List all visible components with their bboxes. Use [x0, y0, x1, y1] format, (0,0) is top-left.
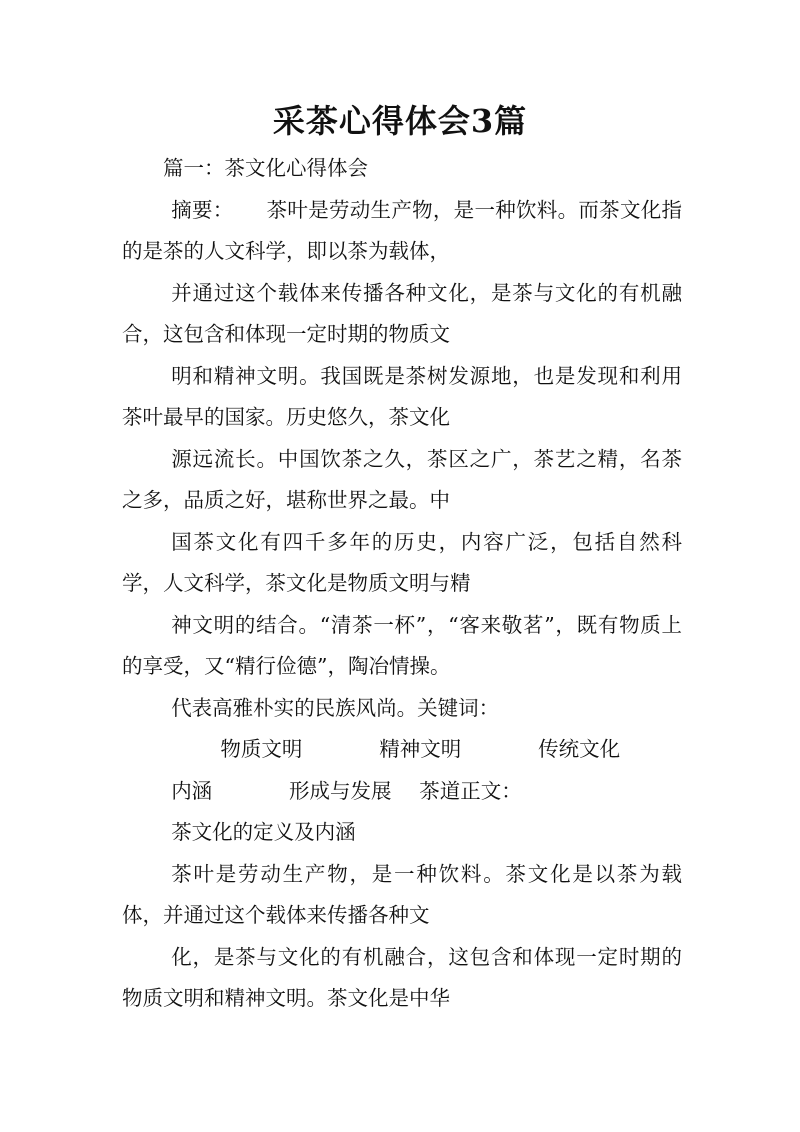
paragraph: 神文明的结合。“清茶一杯”，“客来敬茗”，既有物质上的享受，又“精行俭德”，陶冶情操。	[122, 612, 682, 678]
keywords-paragraph	[122, 729, 682, 812]
keywords-tail: 茶道正文：	[419, 778, 522, 803]
abstract-text: 茶叶是劳动生产物，是一种饮料。而茶文化指的是茶的人文科学，即以茶为载体，	[122, 197, 683, 263]
paragraph: 并通过这个载体来传播各种文化，是茶与文化的有机融合，这包含和体现一定时期的物质文	[122, 280, 682, 346]
keyword: 内涵	[171, 778, 213, 803]
paragraph: 化，是茶与文化的有机融合，这包含和体现一定时期的物质文明和精神文明。茶文化是中华	[122, 944, 682, 1010]
keyword: 物质文明	[220, 737, 303, 761]
abstract-paragraph	[122, 190, 682, 273]
subheading: 茶文化的定义及内涵	[171, 820, 356, 844]
paragraph: 茶叶是劳动生产物，是一种饮料。茶文化是以茶为载体，并通过这个载体来传播各种文	[122, 861, 682, 927]
document-body	[122, 148, 682, 1020]
section-heading: 篇一：茶文化心得体会	[163, 156, 368, 180]
abstract-label: 摘要：	[171, 197, 234, 222]
paragraph: 代表高雅朴实的民族风尚。关键词：	[171, 695, 500, 720]
paragraph: 明和精神文明。我国既是茶树发源地，也是发现和利用茶叶最早的国家。历史悠久，茶文化	[122, 363, 682, 429]
document-title: 采茶心得体会3篇	[272, 102, 528, 140]
paragraph: 国茶文化有四千多年的历史，内容广泛，包括自然科学，人文科学，茶文化是物质文明与精	[122, 529, 682, 595]
keyword: 传统文化	[538, 737, 621, 761]
paragraph: 源远流长。中国饮茶之久，茶区之广，茶艺之精，名茶之多，品质之好，堪称世界之最。中	[122, 446, 682, 512]
keyword: 形成与发展	[289, 778, 392, 803]
keyword: 精神文明	[379, 737, 462, 761]
